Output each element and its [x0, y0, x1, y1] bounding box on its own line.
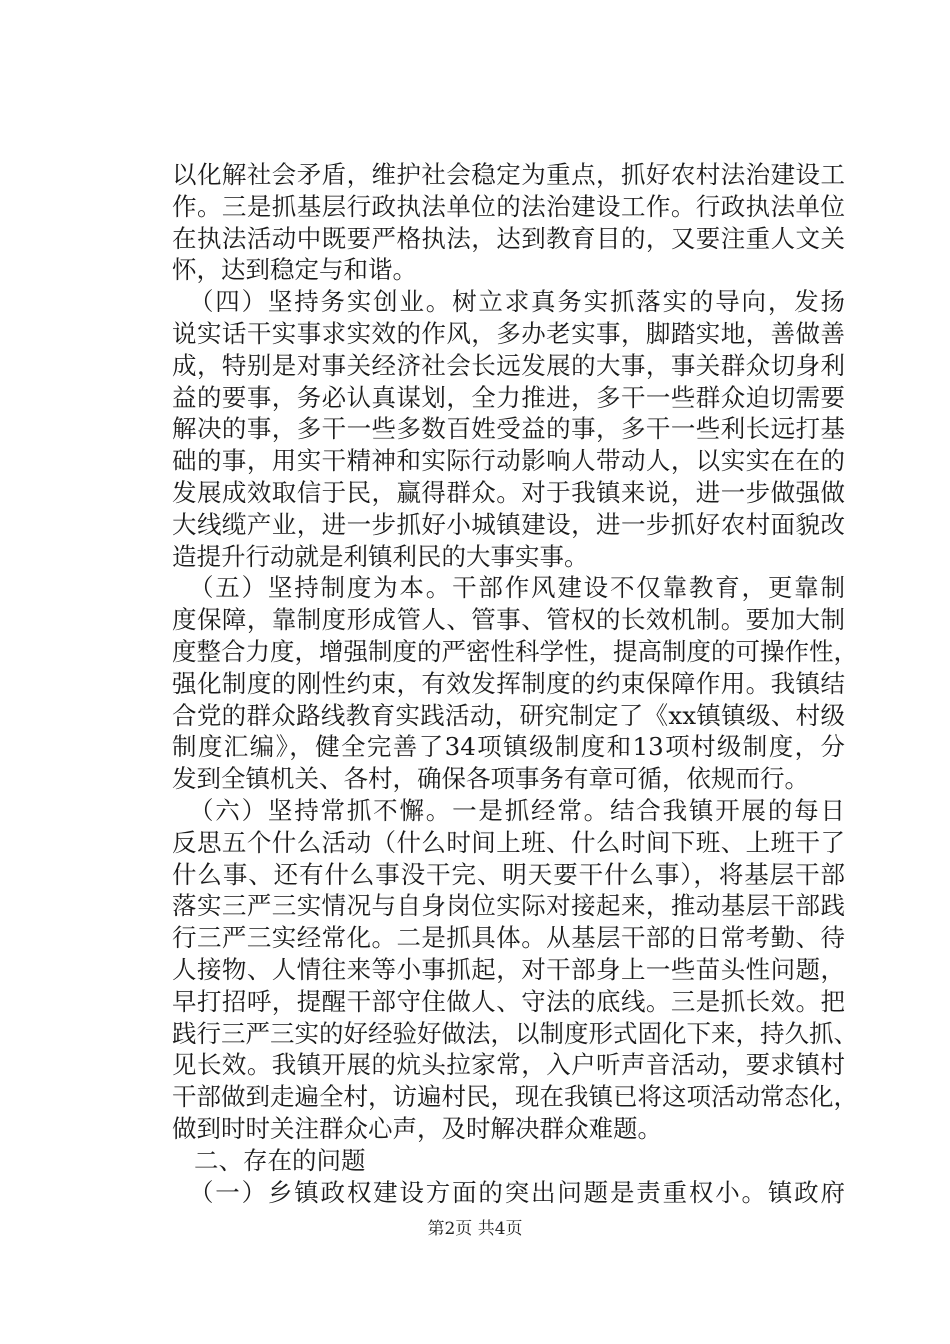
text-line: （六）坚持常抓不懈。一是抓经常。结合我镇开展的每日: [189, 795, 845, 825]
text-line: 解决的事，多干一些多数百姓受益的事，多干一些利长远打基: [172, 414, 845, 444]
text-line: 础的事，用实干精神和实际行动影响人带动人，以实实在在的: [172, 446, 845, 476]
text-line: 造提升行动就是利镇利民的大事实事。: [172, 541, 589, 571]
text-line: 发展成效取信于民，赢得群众。对于我镇来说，进一步做强做: [172, 477, 845, 507]
text-line: 践行三严三实的好经验好做法，以制度形式固化下来，持久抓、: [172, 1018, 858, 1048]
text-line: 落实三严三实情况与自身岗位实际对接起来，推动基层干部践: [172, 891, 845, 921]
text-line: 成，特别是对事关经济社会长远发展的大事，事关群众切身利: [172, 350, 845, 380]
text-line: 发到全镇机关、各村，确保各项事务有章可循，依规而行。: [172, 764, 809, 794]
text-line: 在执法活动中既要严格执法，达到教育目的，又要注重人文关: [172, 223, 845, 253]
text-line: 见长效。我镇开展的炕头拉家常，入户听声音活动，要求镇村: [172, 1050, 845, 1080]
page-footer: 第2页 共4页: [427, 1219, 523, 1239]
text-line: （五）坚持制度为本。干部作风建设不仅靠教育，更靠制: [189, 573, 845, 603]
text-line: 益的要事，务必认真谋划，全力推进，多干一些群众迫切需要: [172, 382, 845, 412]
text-line: 合党的群众路线教育实践活动，研究制定了《xx镇镇级、村级: [172, 700, 845, 730]
text-line: 作。三是抓基层行政执法单位的法治建设工作。行政执法单位: [172, 191, 845, 221]
section-heading: 二、存在的问题: [194, 1145, 366, 1175]
text-line: 大线缆产业，进一步抓好小城镇建设，进一步抓好农村面貌改: [172, 509, 845, 539]
document-body: [172, 159, 858, 1208]
text-line: 制度汇编》，健全完善了34项镇级制度和13项村级制度，分: [172, 732, 845, 762]
text-line: （四）坚持务实创业。树立求真务实抓落实的导向，发扬: [189, 287, 845, 317]
text-line: 度保障，靠制度形成管人、管事、管权的长效机制。要加大制: [172, 605, 845, 635]
text-line: 人接物、人情往来等小事抓起，对干部身上一些苗头性问题，: [172, 954, 845, 984]
text-line: 反思五个什么活动（什么时间上班、什么时间下班、上班干了: [172, 827, 845, 857]
text-line: （一）乡镇政权建设方面的突出问题是责重权小。镇政府: [189, 1177, 845, 1207]
text-line: 度整合力度，增强制度的严密性科学性，提高制度的可操作性，: [172, 636, 858, 666]
text-line: 做到时时关注群众心声，及时解决群众难题。: [172, 1113, 662, 1143]
text-line: 强化制度的刚性约束，有效发挥制度的约束保障作用。我镇结: [172, 668, 845, 698]
text-line: 行三严三实经常化。二是抓具体。从基层干部的日常考勤、待: [172, 923, 845, 953]
text-line: 以化解社会矛盾，维护社会稳定为重点，抓好农村法治建设工: [172, 160, 845, 189]
text-line: 什么事、还有什么事没干完、明天要干什么事），将基层干部: [172, 859, 845, 889]
text-line: 早打招呼，提醒干部守住做人、守法的底线。三是抓长效。把: [172, 986, 845, 1016]
text-line: 干部做到走遍全村，访遍村民，现在我镇已将这项活动常态化，: [172, 1082, 858, 1112]
text-line: 说实话干实事求实效的作风，多办老实事，脚踏实地，善做善: [172, 318, 845, 348]
text-line: 怀，达到稳定与和谐。: [172, 255, 417, 285]
